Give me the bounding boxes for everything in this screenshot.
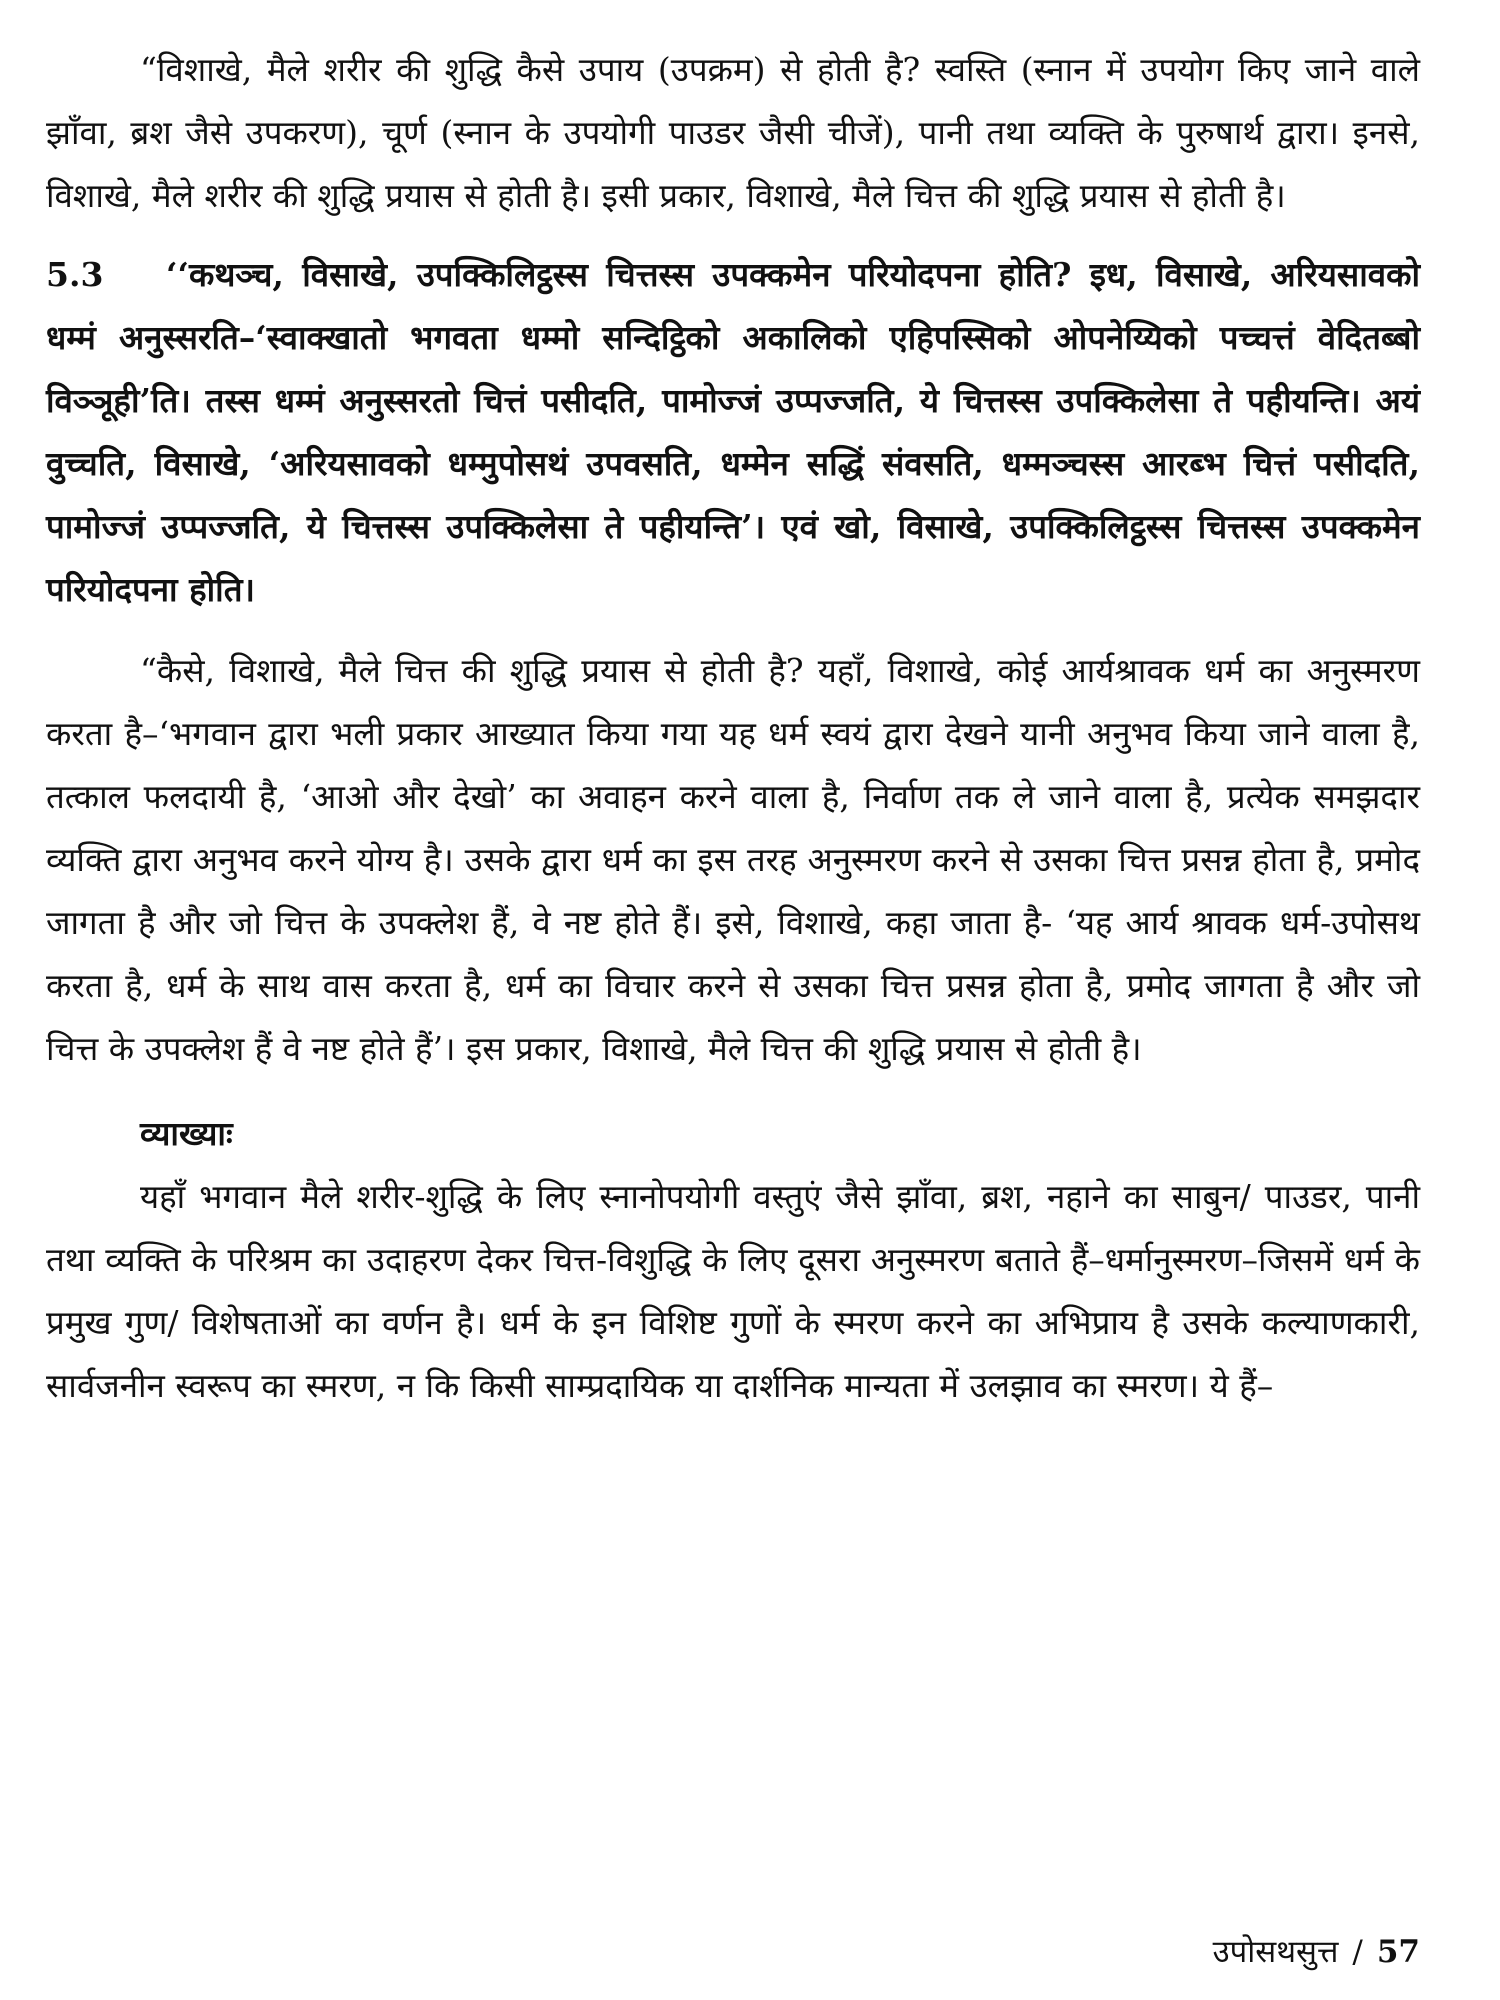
paragraph-pali-verse [46,243,1420,621]
section-number: 5.3 [46,255,104,294]
pali-verse-text: ‘‘कथञ्च, विसाखे, उपक्किलिट्ठस्स चित्तस्स उपक्कमेन परियोदपना होति? इध, विसाखे, अरियसावको धम्मं अनुस्सरति–‘स्वाक्खातो भगवता धम्मो सन्दिट्ठिको अकालिको एहिपस्सिको ओपनेय्यिको पच्चत्तं वेदितब्बो विञ्ञूही’ति। तस्स धम्मं अनुस्सरतो चित्तं पसीदति, पामोज्जं उप्पज्जति, ये चित्तस्स उपक्किलेसा ते पहीयन्ति। अयं वुच्चति, विसाखे, ‘अरियसावको धम्मुपोसथं उपवसति, धम्मेन सद्धिं संवसति, धम्मञ्चस्स आरब्भ चित्तं पसीदति, पामोज्जं उप्पज्जति, ये चित्तस्स उपक्किलेसा ते पहीयन्ति’। एवं खो, विसाखे, उपक्किलिट्ठस्स चित्तस्स उपक्कमेन परियोदपना होति। [46,255,1420,609]
paragraph-commentary: यहाँ भगवान मैले शरीर-शुद्धि के लिए स्नानोपयोगी वस्तुएं जैसे झाँवा, ब्रश, नहाने का साबुन/ पाउडर, पानी तथा व्यक्ति के परिश्रम का उदाहरण देकर चित्त-विशुद्धि के लिए दूसरा अनुस्मरण बताते हैं–धर्मानुस्मरण–जिसमें धर्म के प्रमुख गुण/ विशेषताओं का वर्णन है। धर्म के इन विशिष्ट गुणों के स्मरण करने का अभिप्राय है उसके कल्याणकारी, सार्वजनीन स्वरूप का स्मरण, न कि किसी साम्प्रदायिक या दार्शनिक मान्यता में उलझाव का स्मरण। ये हैं– [46,1177,1420,1405]
paragraph-body-purification: “विशाखे, मैले शरीर की शुद्धि कैसे उपाय (उपक्रम) से होती है? स्वस्ति (स्नान में उपयोग किए जाने वाले झाँवा, ब्रश जैसे उपकरण), चूर्ण (स्नान के उपयोगी पाउडर जैसी चीजें), पानी तथा व्यक्ति के पुरुषार्थ द्वारा। इनसे, विशाखे, मैले शरीर की शुद्धि प्रयास से होती है। इसी प्रकार, विशाखे, मैले चित्त की शुद्धि प्रयास से होती है। [46,50,1420,215]
footer-separator: / [1352,1934,1363,1970]
footer-book-title: उपोसथसुत्त [1212,1934,1339,1970]
paragraph-mind-purification: “कैसे, विशाखे, मैले चित्त की शुद्धि प्रयास से होती है? यहाँ, विशाखे, कोई आर्यश्रावक धर्म का अनुस्मरण करता है–‘भगवान द्वारा भली प्रकार आख्यात किया गया यह धर्म स्वयं द्वारा देखने यानी अनुभव किया जाने वाला है, तत्काल फलदायी है, ‘आओ और देखो’ का अवाहन करने वाला है, निर्वाण तक ले जाने वाला है, प्रत्येक समझदार व्यक्ति द्वारा अनुभव करने योग्य है। उसके द्वारा धर्म का इस तरह अनुस्मरण करने से उसका चित्त प्रसन्न होता है, प्रमोद जागता है और जो चित्त के उपक्लेश हैं, वे नष्ट होते हैं। इसे, विशाखे, कहा जाता है- ‘यह आर्य श्रावक धर्म-उपोसथ करता है, धर्म के साथ वास करता है, धर्म का विचार करने से उसका चित्त प्रसन्न होता है, प्रमोद जागता है और जो चित्त के उपक्लेश हैं वे नष्ट होते हैं’। इस प्रकार, विशाखे, मैले चित्त की शुद्धि प्रयास से होती है। [46,651,1420,1068]
section-heading-commentary: व्याख्याः [140,1114,233,1153]
page-footer [1213,1932,1420,1972]
page-number: 57 [1376,1934,1420,1970]
